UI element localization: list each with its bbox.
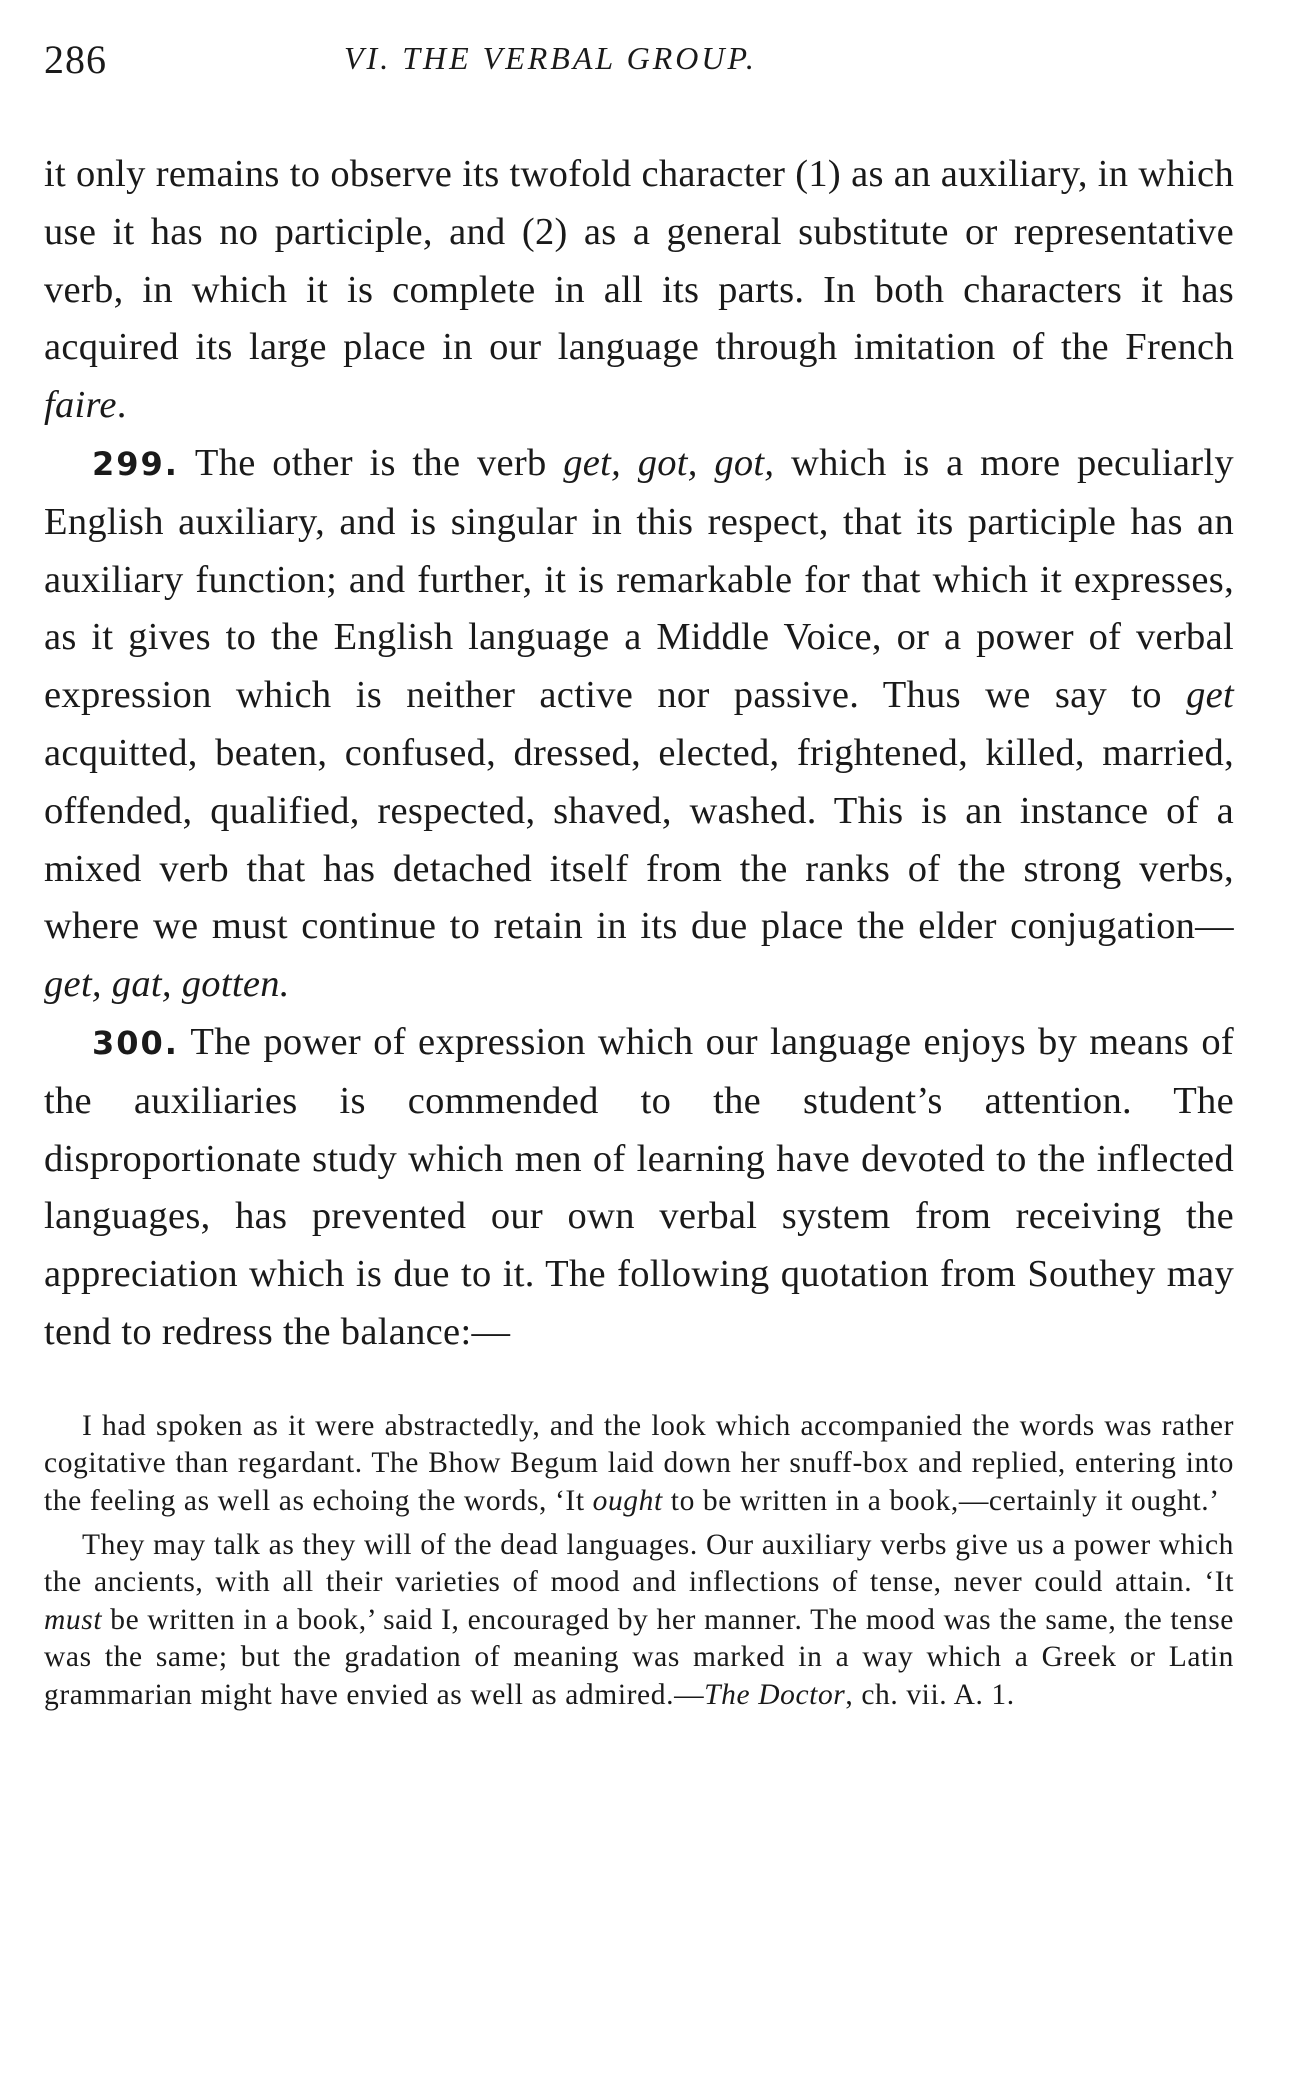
chapter-title: VI. THE VERBAL GROUP. [344, 40, 757, 76]
quotation-paragraph: They may talk as they will of the dead languages. Our auxiliary verbs give us a power which the ancients, with all their varieties of mood and inflections of tense, never could attain. ‘It must be written in a book,’ said I, encouraged by her manner. The mood was the same, the tense was the same; but the gradation of meaning was marked in a way which a Greek or Latin grammarian might have envied as well as admired.—The Doctor, ch. vii. A. 1. [44, 1528, 1234, 1711]
quotation-paragraph: I had spoken as it were abstractedly, and the look which accompanied the words was rather cogitative than regardant. The Bhow Begum laid down her snuff-box and replied, entering into the feeling as well as echoing the words, ‘It ought to be written in a book,—certainly it ought.’ [44, 1409, 1234, 1517]
main-text [44, 146, 1234, 1362]
section-299-paragraph: 299. The other is the verb get, got, got, which is a more peculiarly English auxiliary, and is singular in this respect, that its participle has an auxiliary function; and further, it is remarkable for that which it expresses, as it gives to the English language a Middle Voice, or a power of verbal expression which is neither active nor passive. Thus we say to get acquitted, beaten, confused, dressed, elected, frightened, killed, married, offended, qualified, respected, shaved, washed. This is an instance of a mixed verb that has detached itself from the ranks of the strong verbs, where we must continue to retain in its due place the elder conjugation—get, gat, gotten. [44, 441, 1234, 1006]
book-page [44, 30, 1234, 1720]
section-number: 300. [92, 1023, 179, 1062]
block-quotation [44, 1408, 1234, 1715]
section-number: 299. [92, 444, 179, 483]
continuation-paragraph: it only remains to observe its twofold character (1) as an auxiliary, in which use it has no participle, and (2) as a general substitute or representative verb, in which it is complete in all its parts. In both characters it has acquired its large place in our language through imitation of the French faire. [44, 153, 1234, 427]
section-300-paragraph: 300. The power of expression which our language enjoys by means of the auxiliaries is commended to the student’s attention. The disproportionate study which men of learning have devoted to the inflected languages, has prevented our own verbal system from receiving the appreciation which is due to it. The following quotation from Southey may tend to redress the balance:— [44, 1020, 1234, 1353]
running-head [44, 30, 1234, 100]
page-number: 286 [44, 37, 107, 82]
